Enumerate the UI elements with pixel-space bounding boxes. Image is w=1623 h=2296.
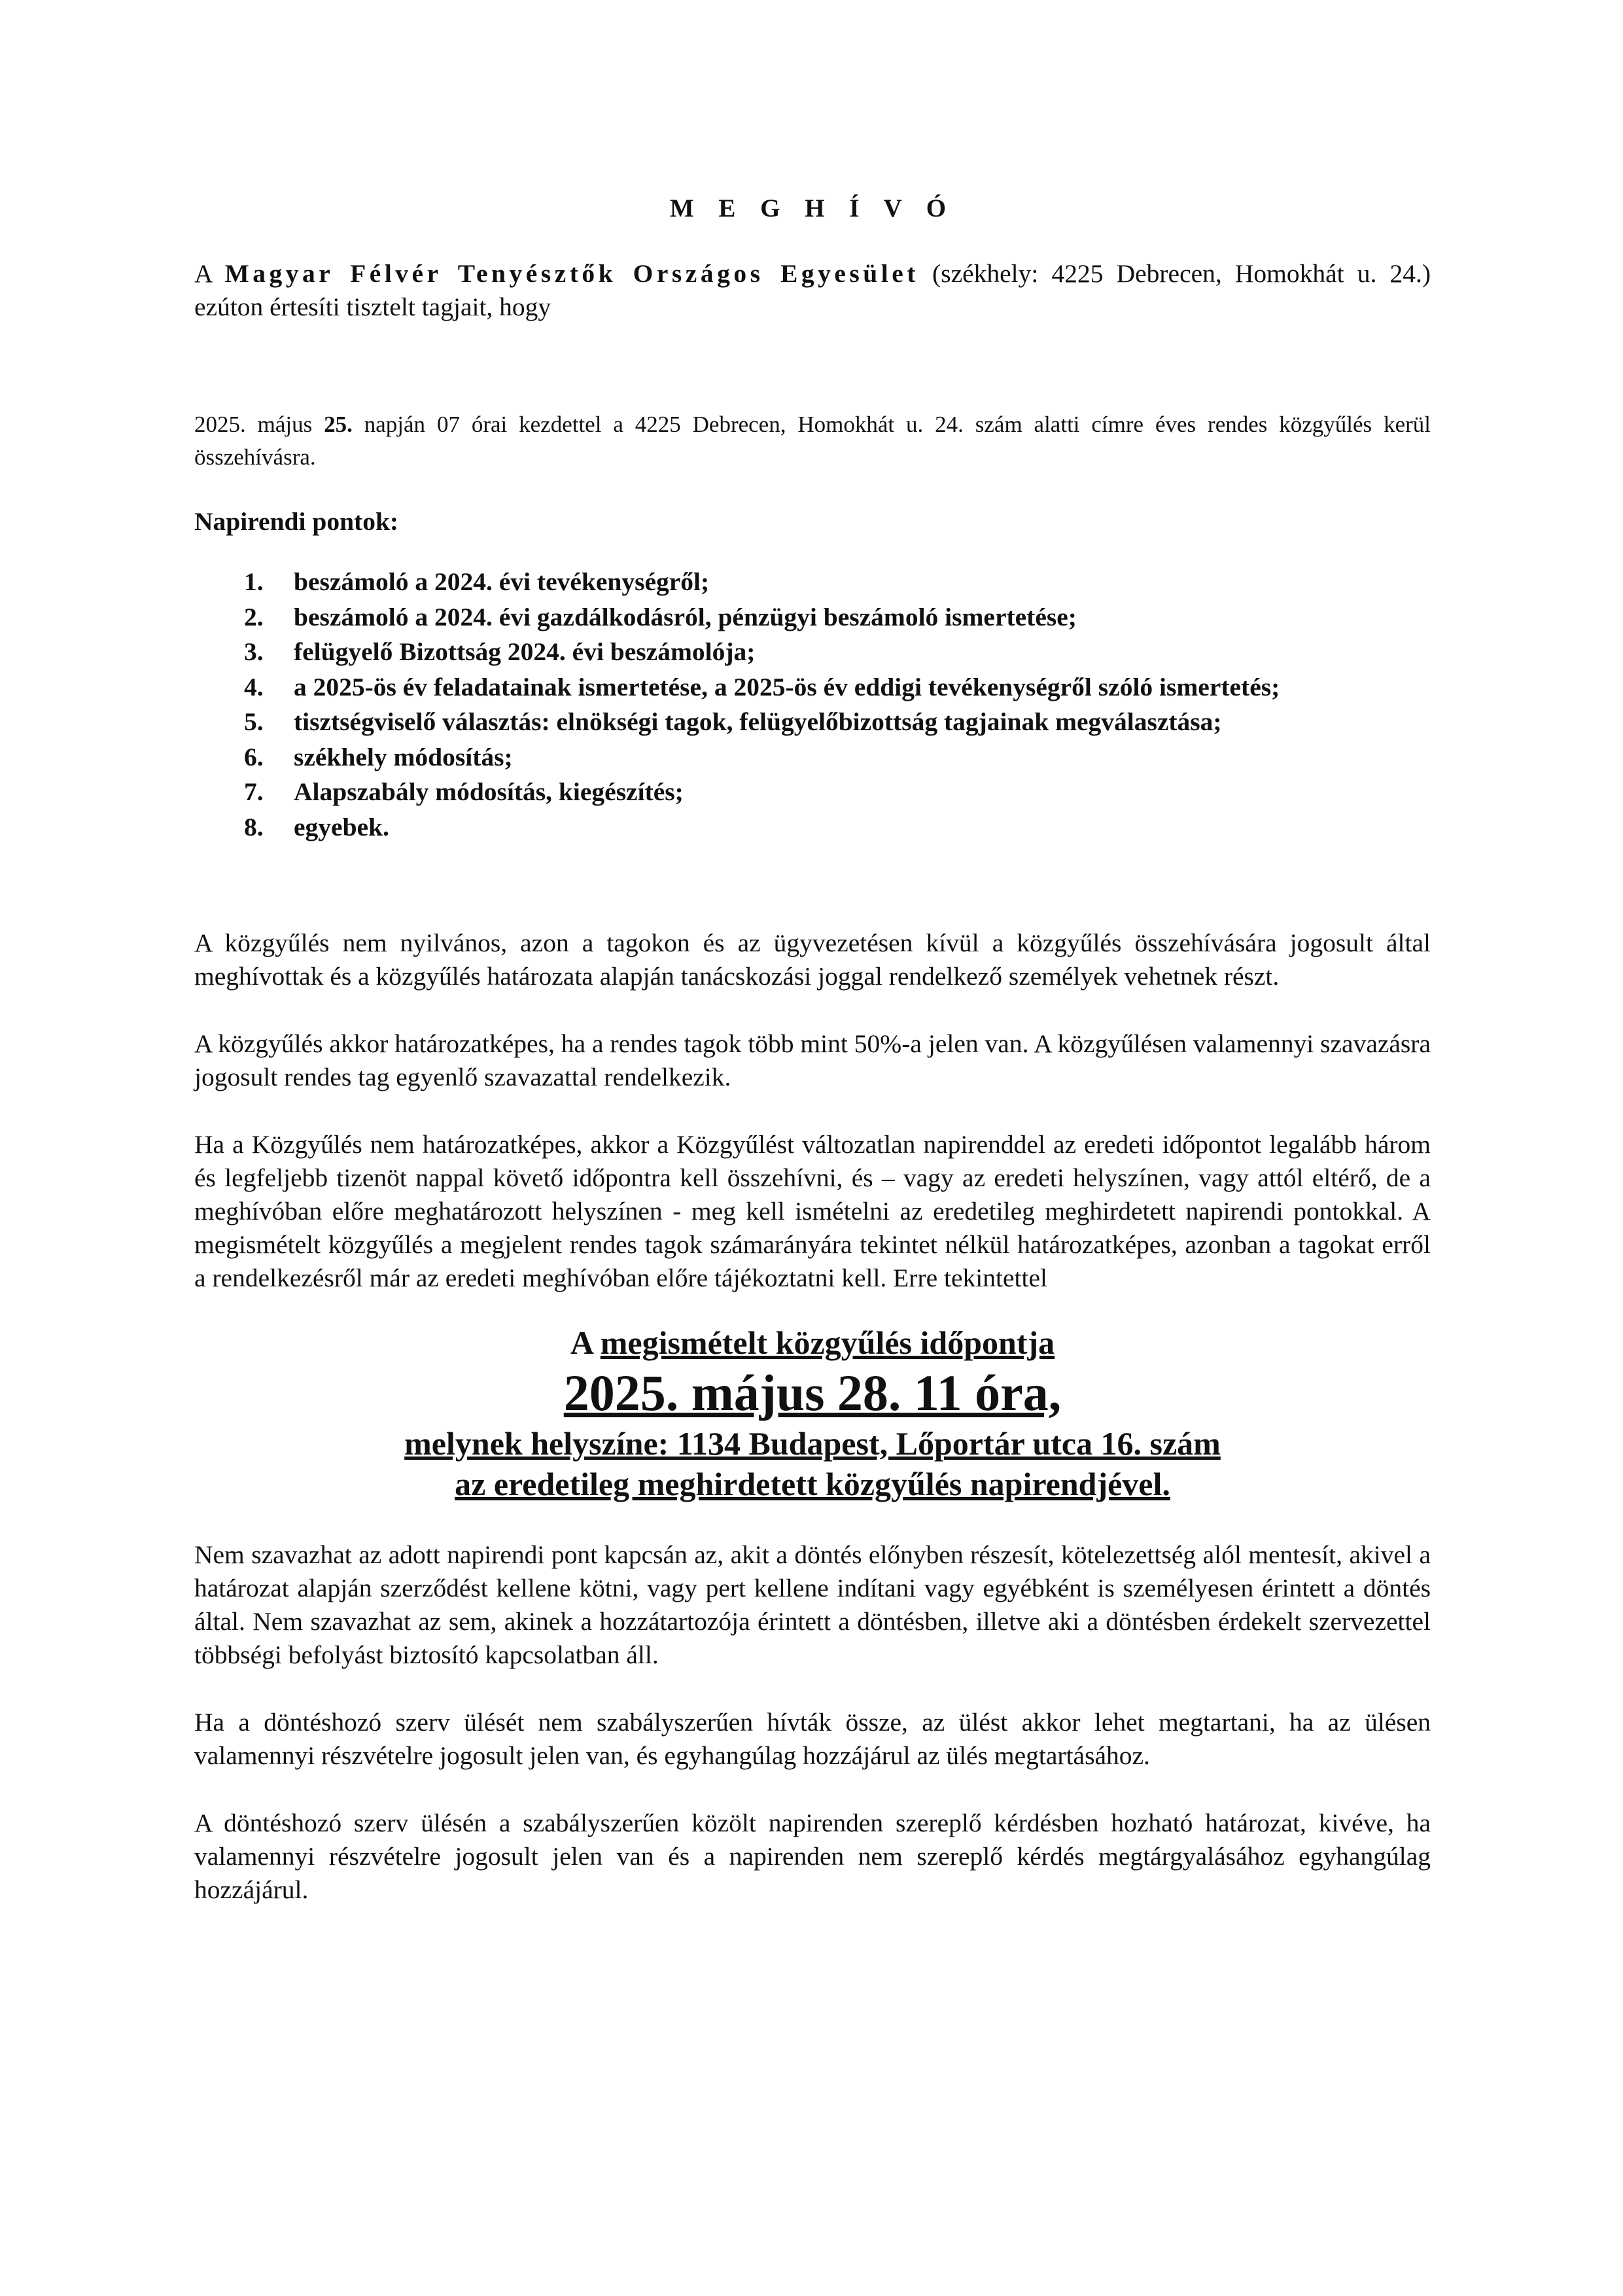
agenda-item xyxy=(194,635,1431,670)
repeat-meeting-block xyxy=(194,1322,1431,1504)
repeat-meeting-label: megismételt közgyűlés időpontja xyxy=(600,1324,1055,1361)
agenda-item-text: beszámoló a 2024. évi gazdálkodásról, pénzügyi beszámoló ismertetése; xyxy=(294,602,1077,631)
quorum-paragraph: A közgyűlés akkor határozatképes, ha a rendes tagok több mint 50%-a jelen van. A közgyűlésen valamennyi szavazásra jogosult rendes tag egyenlő szavazattal rendelkezik. xyxy=(194,1029,1431,1091)
public-attendance-paragraph: A közgyűlés nem nyilvános, azon a tagokon és az ügyvezetésen kívül a közgyűlés összehívására jogosult által meghívottak és a közgyűlés határozata alapján tanácskozási joggal rendelkező személyek vehetnek részt. xyxy=(194,928,1431,991)
agenda-list xyxy=(194,565,1431,845)
agenda-item xyxy=(194,810,1431,845)
agenda-item-number: 1. xyxy=(244,567,264,596)
agenda-item xyxy=(194,600,1431,635)
intro-rest: (székhely: 4225 Debrecen, Homokhát u. 24.) ezúton értesíti tisztelt tagjait, hogy xyxy=(194,259,1431,321)
agenda-rule-paragraph: A döntéshozó szerv ülésén a szabályszerűen közölt napirenden szereplő kérdésben hozható határozat, kivéve, ha valamennyi részvételre jogosult jelen van és a napirenden nem szereplő kérdés megtárgyalásához egyhangúlag hozzájárul. xyxy=(194,1809,1431,1904)
agenda-heading: Napirendi pontok: xyxy=(194,507,399,536)
irregular-convening-paragraph: Ha a döntéshozó szerv ülését nem szabályszerűen hívták össze, az ülést akkor lehet megtartani, ha az ülésen valamennyi részvételre jogosult jelen van, és egyhangúlag hozzájárul az ülés megtartásához. xyxy=(194,1708,1431,1770)
agenda-item-text: egyebek. xyxy=(294,812,389,841)
agenda-item-number: 6. xyxy=(244,742,264,771)
repeat-meeting-label-line xyxy=(194,1322,1431,1363)
meeting-day: 25. xyxy=(324,412,353,437)
repeat-meeting-location: melynek helyszíne: 1134 Budapest, Lőportár utca 16. szám xyxy=(404,1425,1221,1462)
agenda-item-number: 2. xyxy=(244,602,264,631)
agenda-item-text: Alapszabály módosítás, kiegészítés; xyxy=(294,777,684,806)
intro-prefix: A xyxy=(194,259,225,288)
repeat-meeting-prefix: A xyxy=(570,1324,601,1361)
agenda-item xyxy=(194,740,1431,775)
agenda-item-text: a 2025-ös év feladatainak ismertetése, a 2025-ös év eddigi tevékenységről szóló ismertetés; xyxy=(294,672,1280,701)
agenda-item xyxy=(194,670,1431,705)
agenda-item-text: felügyelő Bizottság 2024. évi beszámolója; xyxy=(294,637,756,666)
intro-paragraph xyxy=(194,257,1431,324)
agenda-item xyxy=(194,775,1431,810)
meeting-date-paragraph xyxy=(194,408,1431,474)
agenda-item-number: 4. xyxy=(244,672,264,701)
agenda-item-text: székhely módosítás; xyxy=(294,742,513,771)
repeat-meeting-agenda-note: az eredetileg meghirdetett közgyűlés napirendjével. xyxy=(455,1466,1170,1502)
repeat-meeting-datetime: 2025. május 28. 11 óra, xyxy=(563,1364,1062,1421)
agenda-item-text: tisztségviselő választás: elnökségi tagok, felügyelőbizottság tagjainak megválasztása; xyxy=(294,707,1222,736)
agenda-item-text: beszámoló a 2024. évi tevékenységről; xyxy=(294,567,710,596)
agenda-item-number: 7. xyxy=(244,777,264,806)
conflict-of-interest-paragraph: Nem szavazhat az adott napirendi pont kapcsán az, akit a döntés előnyben részesít, kötelezettség alól mentesít, akivel a határozat alapján szerződést kellene kötni, vagy pert kellene indítani vagy egyébként is személyesen érintett a döntés által. Nem szavazhat az sem, akinek a hozzátartozója érintett a döntésben, illetve aki a döntésben érdekelt szervezettel többségi befolyást biztosító kapcsolatban áll. xyxy=(194,1540,1431,1669)
meeting-date-after: napján 07 órai kezdettel a 4225 Debrecen, Homokhát u. 24. szám alatti címre éves rendes közgyűlés kerül összehívásra. xyxy=(194,412,1431,470)
agenda-item xyxy=(194,705,1431,740)
organization-name: Magyar Félvér Tenyésztők Országos Egyesület xyxy=(224,259,919,288)
document-title: M E G H Í V Ó xyxy=(669,194,956,222)
repeat-meeting-paragraph: Ha a Közgyűlés nem határozatképes, akkor a Közgyűlést változatlan napirenddel az eredeti időpontot legalább három és legfeljebb tizenöt nappal követő időpontra kell összehívni, és – vagy az eredeti helyszínen, vagy attól eltérő, de a meghívóban előre meghatározott helyszínen - meg kell ismételni az eredetileg meghirdetett napirendi pontokkal. A megismételt közgyűlés a megjelent rendes tagok számarányára tekintet nélkül határozatképes, azonban a tagokat erről a rendelkezésről már az eredeti meghívóban előre tájékoztatni kell. Erre tekintettel xyxy=(194,1130,1431,1292)
invitation-page xyxy=(194,194,1431,1907)
agenda-item-number: 5. xyxy=(244,707,264,736)
agenda-item-number: 8. xyxy=(244,812,264,841)
agenda-item-number: 3. xyxy=(244,637,264,666)
agenda-item xyxy=(194,565,1431,600)
meeting-date-before: 2025. május xyxy=(194,412,324,437)
